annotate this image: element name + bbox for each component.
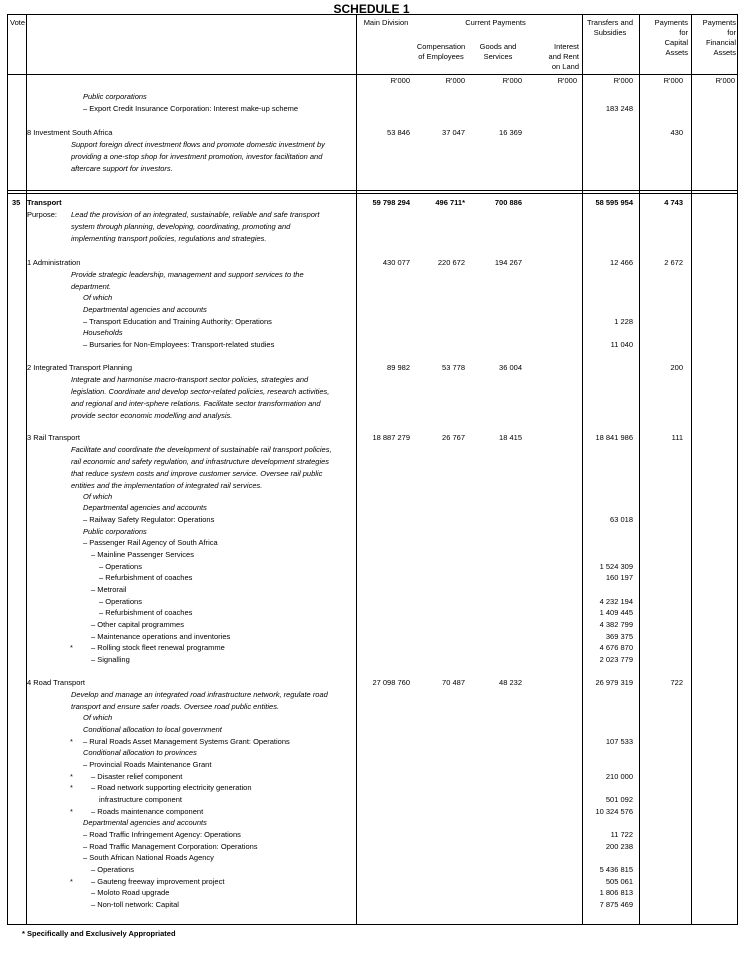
table-row (8, 829, 739, 841)
table-row (8, 782, 739, 794)
cell-cap: 111 (671, 433, 683, 442)
table-row (8, 362, 739, 374)
cell-trans: 107 533 (605, 737, 633, 746)
row-label: – Gauteng freeway improvement project (91, 877, 225, 886)
table-row (8, 514, 739, 526)
cell-trans: 4 232 194 (599, 597, 633, 606)
header-compensation: Compensation of Employees (416, 42, 466, 61)
cell-cap: 200 (670, 363, 683, 372)
table-row (8, 444, 739, 456)
cell-trans: 183 248 (605, 104, 633, 113)
row-label: – Rolling stock fleet renewal programme (91, 643, 225, 652)
row-label: – Refurbishment of coaches (99, 608, 193, 617)
row-label: – Road Traffic Management Corporation: Operations (83, 842, 258, 851)
cell-trans: 4 676 870 (599, 643, 633, 652)
row-label: Facilitate and coordinate the development of sustainable rail transport policies, (71, 445, 332, 454)
cell-trans: 18 841 986 (595, 433, 633, 442)
table-row (8, 677, 739, 689)
cell-trans: 2 023 779 (599, 655, 633, 664)
unit-label: R'000 (502, 76, 522, 85)
row-label: Departmental agencies and accounts (83, 818, 207, 827)
unit-label: R'000 (613, 76, 633, 85)
cell-trans: 1 806 813 (599, 888, 633, 897)
cell-trans: 26 979 319 (595, 678, 633, 687)
row-label: Departmental agencies and accounts (83, 503, 207, 512)
row-label: 2 Integrated Transport Planning (27, 363, 133, 372)
cell-main: 18 887 279 (372, 433, 410, 442)
row-label: infrastructure component (99, 795, 182, 804)
table-row (8, 794, 739, 806)
row-label: – Signalling (91, 655, 130, 664)
cell-trans: 7 875 469 (599, 900, 633, 909)
cell-trans: 11 722 (610, 830, 633, 839)
row-label: Purpose: (27, 210, 58, 219)
table-row (8, 654, 739, 666)
header-vote: Vote (10, 18, 26, 27)
cell-trans: 501 092 (605, 795, 633, 804)
cell-trans: 505 061 (605, 877, 633, 886)
table-row (8, 304, 739, 316)
row-label: – Metrorail (91, 585, 127, 594)
row-label: Households (83, 328, 123, 337)
table-row (8, 209, 739, 221)
specific-appropriation-marker: * (70, 772, 73, 781)
table-row (8, 339, 739, 351)
row-label: Provide strategic leadership, management and support services to the (71, 270, 304, 279)
table-row (8, 432, 739, 444)
cell-comp: 53 778 (442, 363, 465, 372)
table-row (8, 864, 739, 876)
cell-trans: 4 382 799 (599, 620, 633, 629)
schedule-title: SCHEDULE 1 (333, 2, 410, 16)
row-label: – Export Credit Insurance Corporation: Interest make-up scheme (83, 104, 299, 113)
cell-trans: 1 228 (614, 317, 633, 326)
unit-label: R'000 (557, 76, 577, 85)
cell-trans: 200 238 (605, 842, 633, 851)
row-label: – Rural Roads Asset Management Systems Grant: Operations (83, 737, 290, 746)
table-row (8, 747, 739, 759)
row-label: – Bursaries for Non-Employees: Transport-related studies (83, 340, 275, 349)
row-label: – Maintenance operations and inventories (91, 632, 231, 641)
row-label: that reduce system costs and improve customer service. Oversee rail public (71, 469, 323, 478)
row-label: provide sector economic modelling and analysis. (71, 411, 233, 420)
table-row (8, 327, 739, 339)
table-row (8, 163, 739, 175)
table-row (8, 374, 739, 386)
row-label: Lead the provision of an integrated, sustainable, reliable and safe transport (71, 210, 320, 219)
cell-main: 89 982 (387, 363, 410, 372)
table-row (8, 386, 739, 398)
row-label: Integrate and harmonise macro-transport sector policies, strategies and (71, 375, 309, 384)
cell-main: 27 098 760 (372, 678, 410, 687)
row-label: Conditional allocation to provinces (83, 748, 197, 757)
cell-main: 430 077 (382, 258, 410, 267)
unit-label: R'000 (715, 76, 735, 85)
cell-main: 53 846 (387, 128, 410, 137)
row-label: – Mainline Passenger Services (91, 550, 194, 559)
row-label: – Moloto Road upgrade (91, 888, 170, 897)
header-main-division: Main Division (363, 18, 409, 27)
table-row (8, 127, 739, 139)
table-row (8, 292, 739, 304)
cell-trans: 63 018 (610, 515, 633, 524)
row-label: entities and the implementation of integrated rail services. (71, 481, 263, 490)
row-label: – Road Traffic Infringement Agency: Operations (83, 830, 241, 839)
table-row (8, 712, 739, 724)
table-row (8, 899, 739, 911)
row-label: Public corporations (83, 527, 147, 536)
cell-trans: 160 197 (605, 573, 633, 582)
row-label: Of which (83, 713, 113, 722)
row-label: – Railway Safety Regulator: Operations (83, 515, 215, 524)
table-row (8, 91, 739, 103)
cell-main: 59 798 294 (372, 198, 410, 207)
row-label: 8 Investment South Africa (27, 128, 113, 137)
cell-cap: 2 672 (664, 258, 683, 267)
row-label: legislation. Coordinate and develop sector-related policies, research activities, (71, 387, 330, 396)
row-label: – Operations (91, 865, 134, 874)
table-row (8, 233, 739, 245)
cell-trans: 11 040 (610, 340, 633, 349)
table-row (8, 257, 739, 269)
row-label: rail economic and safety regulation, and infrastructure development strategies (71, 457, 330, 466)
cell-comp: 496 711* (435, 198, 465, 207)
cell-goods: 16 369 (499, 128, 522, 137)
row-label: – Disaster relief component (91, 772, 183, 781)
cell-goods: 194 267 (494, 258, 522, 267)
cell-trans: 369 375 (605, 632, 633, 641)
table-row (8, 549, 739, 561)
schedule-table (7, 14, 738, 925)
header-goods-services: Goods and Services (479, 42, 517, 61)
cell-trans: 1 409 445 (599, 608, 633, 617)
row-label: – Operations (99, 562, 142, 571)
cell-cap: 4 743 (664, 198, 683, 207)
unit-label: R'000 (663, 76, 683, 85)
row-label: – South African National Roads Agency (83, 853, 214, 862)
row-label: – Non-toll network: Capital (91, 900, 179, 909)
cell-trans: 5 436 815 (599, 865, 633, 874)
table-row (8, 852, 739, 864)
row-label: – Refurbishment of coaches (99, 573, 193, 582)
table-row (8, 197, 739, 209)
cell-comp: 70 487 (442, 678, 465, 687)
table-row (8, 642, 739, 654)
row-label: – Road network supporting electricity generation (91, 783, 252, 792)
cell-goods: 36 004 (499, 363, 522, 372)
header-transfers: Transfers and Subsidies (587, 18, 633, 37)
row-label: 4 Road Transport (27, 678, 85, 687)
header-divider (8, 74, 737, 75)
header-financial-assets: Payments for Financial Assets (702, 18, 736, 57)
row-label: 3 Rail Transport (27, 433, 80, 442)
table-row (8, 151, 739, 163)
row-label: – Passenger Rail Agency of South Africa (83, 538, 218, 547)
cell-comp: 220 672 (437, 258, 465, 267)
table-row (8, 572, 739, 584)
unit-label: R'000 (445, 76, 465, 85)
table-row (8, 619, 739, 631)
row-label: Public corporations (83, 92, 147, 101)
table-row (8, 817, 739, 829)
cell-cap: 430 (670, 128, 683, 137)
row-label: system through planning, developing, coordinating, promoting and (71, 222, 291, 231)
section-divider (8, 193, 737, 194)
table-row (8, 139, 739, 151)
row-label: Of which (83, 293, 113, 302)
table-row (8, 887, 739, 899)
specific-appropriation-marker: * (70, 783, 73, 792)
table-row (8, 584, 739, 596)
table-row (8, 689, 739, 701)
cell-trans: 1 524 309 (599, 562, 633, 571)
table-row (8, 410, 739, 422)
row-label: Transport (27, 198, 62, 207)
table-row (8, 468, 739, 480)
table-row (8, 502, 739, 514)
header-capital-assets: Payments for Capital Assets (654, 18, 688, 57)
row-label: – Roads maintenance component (91, 807, 204, 816)
unit-label: R'000 (390, 76, 410, 85)
cell-goods: 48 232 (499, 678, 522, 687)
row-label: department. (71, 282, 112, 291)
table-row (8, 269, 739, 281)
table-row (8, 221, 739, 233)
specific-appropriation-marker: * (70, 877, 73, 886)
row-label: Support foreign direct investment flows and promote domestic investment by (71, 140, 325, 149)
specific-appropriation-marker: * (70, 807, 73, 816)
table-row (8, 103, 739, 115)
cell-trans: 12 466 (610, 258, 633, 267)
row-label: providing a one-stop shop for investment promotion, investor facilitation and (71, 152, 323, 161)
cell-trans: 10 324 576 (595, 807, 633, 816)
row-label: Conditional allocation to local government (83, 725, 222, 734)
row-label: Departmental agencies and accounts (83, 305, 207, 314)
cell-comp: 37 047 (442, 128, 465, 137)
row-label: Of which (83, 492, 113, 501)
table-row (8, 398, 739, 410)
section-divider (8, 190, 737, 191)
row-label: – Operations (99, 597, 142, 606)
header-interest: Interest and Rent on Land (548, 42, 579, 71)
table-row (8, 456, 739, 468)
table-row (8, 724, 739, 736)
specific-appropriation-marker: * (70, 643, 73, 652)
cell-comp: 26 767 (442, 433, 465, 442)
cell-cap: 722 (670, 678, 683, 687)
specific-appropriation-marker: * (70, 737, 73, 746)
row-label: – Other capital programmes (91, 620, 184, 629)
cell-trans: 58 595 954 (595, 198, 633, 207)
cell-goods: 700 886 (494, 198, 522, 207)
row-label: aftercare support for investors. (71, 164, 173, 173)
footnote: * Specifically and Exclusively Appropriated (22, 929, 176, 938)
vote-number: 35 (12, 198, 21, 207)
header-current-payments: Current Payments (465, 18, 526, 27)
cell-goods: 18 415 (499, 433, 522, 442)
row-label: and regional and inter-sphere relations. Facilitate sector transformation and (71, 399, 321, 408)
table-row (8, 537, 739, 549)
table-row (8, 607, 739, 619)
row-label: – Transport Education and Training Authority: Operations (83, 317, 272, 326)
row-label: transport and ensure safer roads. Oversee road public entities. (71, 702, 280, 711)
row-label: – Provincial Roads Maintenance Grant (83, 760, 212, 769)
cell-trans: 210 000 (605, 772, 633, 781)
row-label: 1 Administration (27, 258, 81, 267)
table-row (8, 759, 739, 771)
row-label: Develop and manage an integrated road infrastructure network, regulate road (71, 690, 328, 699)
row-label: implementing transport policies, regulations and strategies. (71, 234, 267, 243)
